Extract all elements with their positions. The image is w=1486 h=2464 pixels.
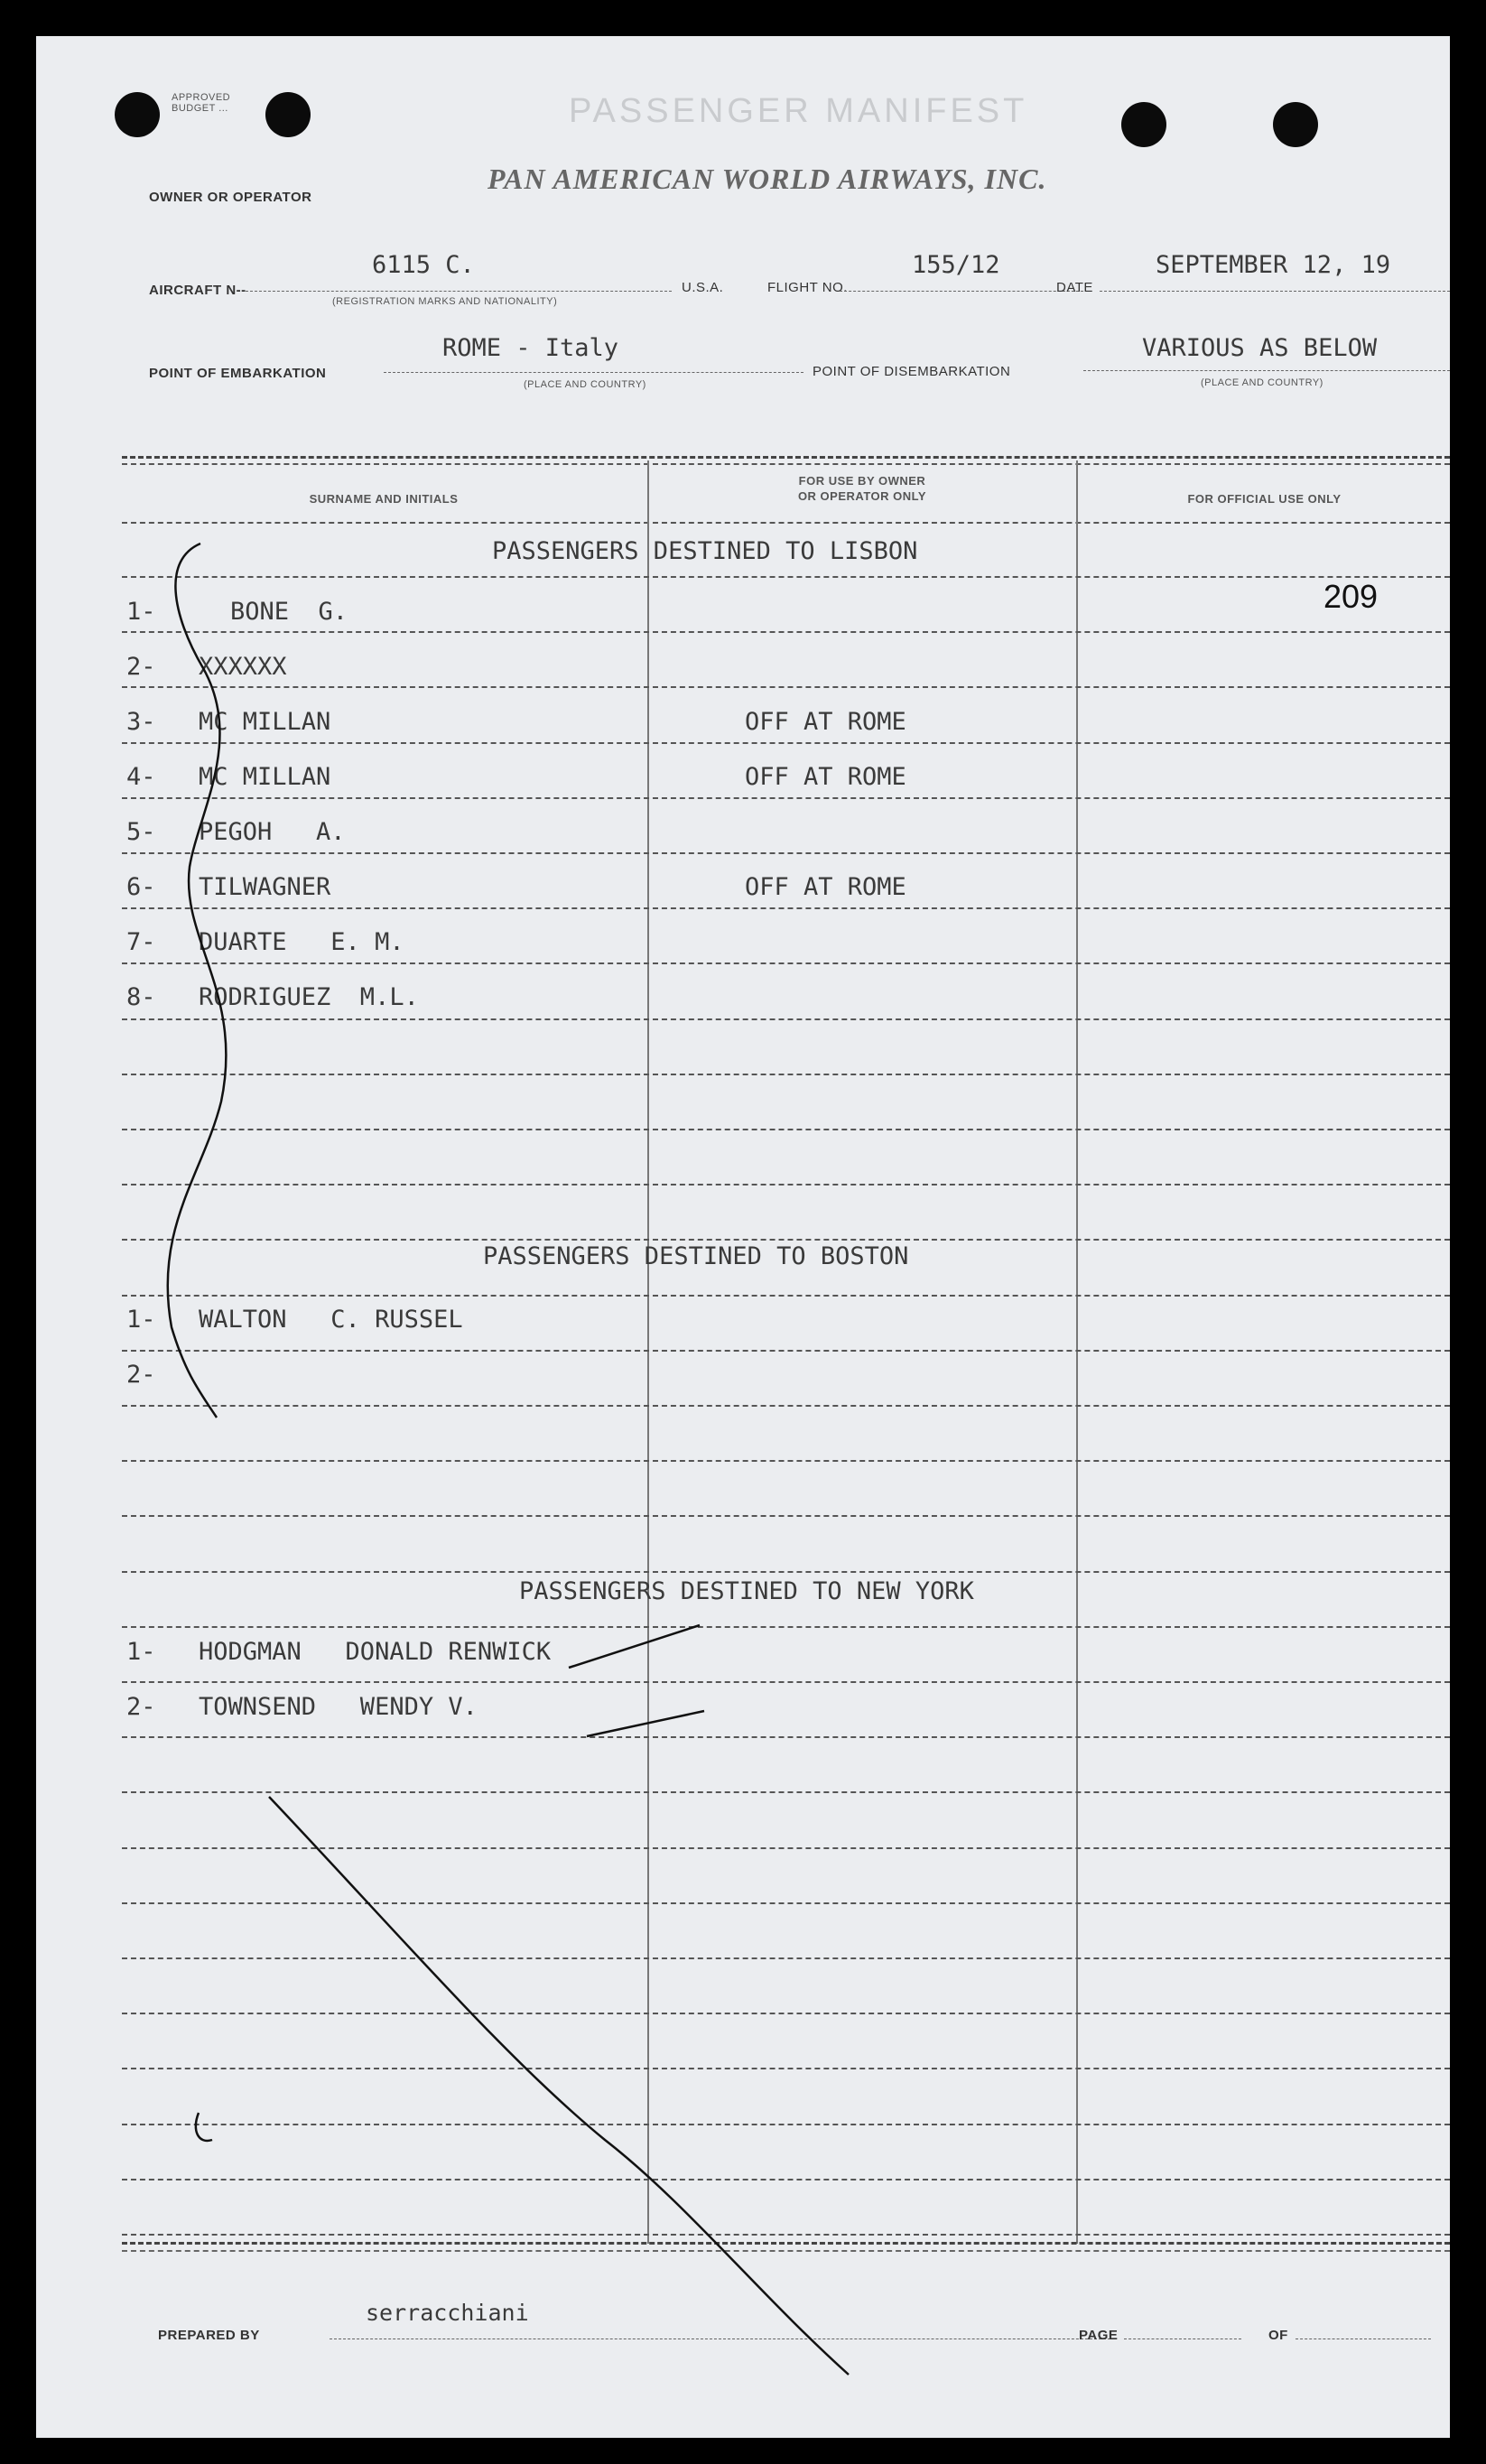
operator-note: OFF AT ROME [745,763,906,791]
flight-label: FLIGHT NO. [767,280,848,295]
handwritten-marks [36,36,1450,2438]
flight-value: 155/12 [912,251,1000,279]
approval-note: APPROVED BUDGET ... [172,92,231,114]
date-value: SEPTEMBER 12, 19 [1156,251,1391,279]
row-number: 7- [126,928,156,956]
col-owner-header-2: OR OPERATOR ONLY [797,489,927,503]
row-number: 1- [126,1638,156,1666]
passenger-name: MC MILLAN [199,763,331,791]
passenger-name: DUARTE E. M. [199,928,404,956]
row-number: 3- [126,708,156,736]
page-label: PAGE [1079,2328,1119,2343]
passenger-name: TILWAGNER [199,873,331,901]
col-owner-header-1: FOR USE BY OWNER [798,474,926,488]
col-official-header: FOR OFFICIAL USE ONLY [1187,492,1342,506]
owner-label: OWNER OR OPERATOR [149,190,312,205]
aircraft-value: 6115 C. [372,251,475,279]
embark-sub: (PLACE AND COUNTRY) [524,379,646,390]
passenger-name: HODGMAN DONALD RENWICK [199,1638,552,1666]
operator-note: OFF AT ROME [745,873,906,901]
row-number: 2- [126,1693,156,1721]
passenger-name: RODRIGUEZ M.L. [199,983,419,1011]
manifest-sheet [36,36,1450,2438]
row-number: 2- [126,1361,156,1389]
date-label: DATE [1056,280,1093,295]
row-number: 1- [126,598,156,626]
row-number: 2- [126,653,156,681]
row-number: 6- [126,873,156,901]
passenger-name: MC MILLAN [199,708,331,736]
passenger-name: WALTON C. RUSSEL [199,1306,463,1334]
passenger-name: PEGOH A. [199,818,346,846]
row-number: 4- [126,763,156,791]
section-heading-lisbon: PASSENGERS DESTINED TO LISBON [492,537,918,565]
aircraft-sub: (REGISTRATION MARKS AND NATIONALITY) [332,296,558,307]
airline-name: PAN AMERICAN WORLD AIRWAYS, INC. [488,163,1047,195]
embark-label: POINT OF EMBARKATION [149,366,327,381]
page-number-stamp: 209 [1323,578,1379,615]
section-heading-boston: PASSENGERS DESTINED TO BOSTON [483,1242,909,1270]
embark-value: ROME - Italy [442,334,619,362]
row-number: 5- [126,818,156,846]
passenger-name: BONE G. [230,598,348,626]
passenger-name: TOWNSEND WENDY V. [199,1693,478,1721]
row-number: 1- [126,1306,156,1334]
col-surname-header: SURNAME AND INITIALS [309,492,459,506]
prepared-by-label: PREPARED BY [158,2328,260,2343]
usa-label: U.S.A. [682,280,724,295]
section-heading-new-york: PASSENGERS DESTINED TO NEW YORK [519,1577,974,1605]
disembark-label: POINT OF DISEMBARKATION [813,364,1011,379]
disembark-sub: (PLACE AND COUNTRY) [1201,377,1323,388]
form-title: PASSENGER MANIFEST [569,92,1028,130]
prepared-by-value: serracchiani [366,2300,529,2326]
passenger-name: XXXXXX [199,653,287,681]
row-number: 8- [126,983,156,1011]
of-label: OF [1268,2328,1288,2343]
aircraft-label: AIRCRAFT N-- [149,283,246,298]
operator-note: OFF AT ROME [745,708,906,736]
disembark-value: VARIOUS AS BELOW [1142,334,1378,362]
